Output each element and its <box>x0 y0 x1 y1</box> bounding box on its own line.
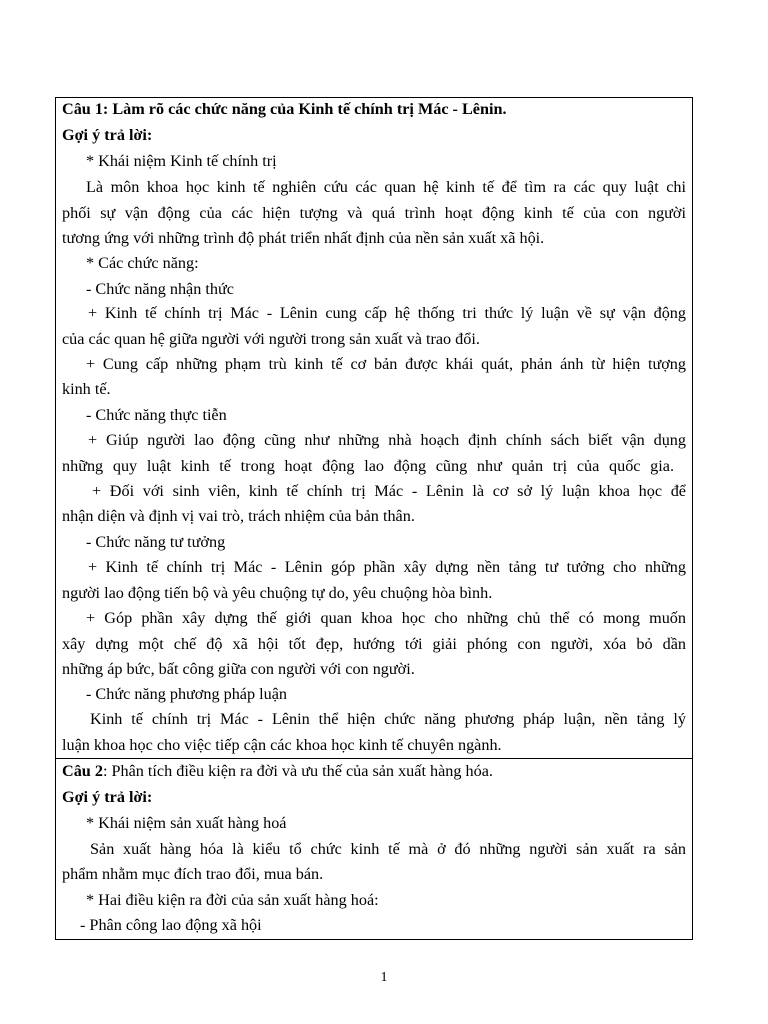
q2-line: Sản xuất hàng hóa là kiểu tổ chức kinh tế mà ở đó những người sản xuất ra sản <box>90 840 686 858</box>
q1-line: - Chức năng nhận thức <box>86 280 234 298</box>
q1-line: kinh tế. <box>62 380 111 398</box>
question-2-heading <box>62 760 686 782</box>
q1-line: + Góp phần xây dựng thế giới quan khoa học cho những chủ thể có mong muốn <box>86 609 686 627</box>
question-1-hint: Gợi ý trả lời: <box>62 126 153 144</box>
q1-line: - Chức năng thực tiễn <box>86 406 227 424</box>
q1-line: của các quan hệ giữa người với người trong sản xuất và trao đổi. <box>62 330 480 348</box>
q1-line: * Khái niệm Kinh tế chính trị <box>86 152 277 170</box>
q1-line: + Kinh tế chính trị Mác - Lênin cung cấp hệ thống tri thức lý luận về sự vận động <box>88 304 686 322</box>
q1-line: những quy luật kinh tế trong hoạt động lao động cũng như quản trị của quốc gia. <box>62 457 674 475</box>
q1-line: nhận diện và định vị vai trò, trách nhiệm của bản thân. <box>62 507 415 525</box>
question-2-title: : Phân tích điều kiện ra đời và ưu thế của sản xuất hàng hóa. <box>102 762 493 780</box>
q2-line: * Khái niệm sản xuất hàng hoá <box>86 814 287 832</box>
question-2-label: Câu 2 <box>62 762 103 780</box>
q1-line: những áp bức, bất công giữa con người với con người. <box>62 660 415 678</box>
q1-line: + Đối với sinh viên, kinh tế chính trị Mác - Lênin là cơ sở lý luận khoa học để <box>92 482 686 500</box>
question-2-hint: Gợi ý trả lời: <box>62 788 153 806</box>
question-1-label: Câu 1: <box>62 100 109 118</box>
q1-line: phối sự vận động của các hiện tượng và quá trình hoạt động kinh tế của con người <box>62 204 686 222</box>
q1-line: - Chức năng tư tưởng <box>86 533 226 551</box>
page-number: 1 <box>380 970 388 985</box>
question-1-title: Làm rõ các chức năng của Kinh tế chính trị Mác - Lênin. <box>112 100 507 118</box>
question-1-heading <box>62 98 686 120</box>
q1-line: xây dựng một chế độ xã hội tốt đẹp, hướng tới giải phóng con người, xóa bỏ dần <box>62 635 686 653</box>
q1-line: + Cung cấp những phạm trù kinh tế cơ bản được khái quát, phản ánh từ hiện tượng <box>86 355 686 373</box>
q2-line: phẩm nhằm mục đích trao đổi, mua bán. <box>62 865 324 883</box>
q1-line: Kinh tế chính trị Mác - Lênin thể hiện chức năng phương pháp luận, nền tảng lý <box>90 710 686 728</box>
q1-line: - Chức năng phương pháp luận <box>86 685 287 703</box>
q1-line: + Kinh tế chính trị Mác - Lênin góp phần xây dựng nền tảng tư tưởng cho những <box>88 558 686 576</box>
q1-line: tương ứng với những trình độ phát triển nhất định của nền sản xuất xã hội. <box>62 229 545 247</box>
q2-line: - Phân công lao động xã hội <box>80 916 262 934</box>
q2-line: * Hai điều kiện ra đời của sản xuất hàng hoá: <box>86 891 379 909</box>
q1-line: người lao động tiến bộ và yêu chuộng tự do, yêu chuộng hòa bình. <box>62 584 493 602</box>
q1-line: * Các chức năng: <box>86 254 199 272</box>
q1-line: luận khoa học cho việc tiếp cận các khoa học kinh tế chuyên ngành. <box>62 736 502 754</box>
q1-line: + Giúp người lao động cũng như những nhà hoạch định chính sách biết vận dụng <box>88 431 686 449</box>
q1-line: Là môn khoa học kinh tế nghiên cứu các quan hệ kinh tế để tìm ra các quy luật chi <box>86 178 686 196</box>
